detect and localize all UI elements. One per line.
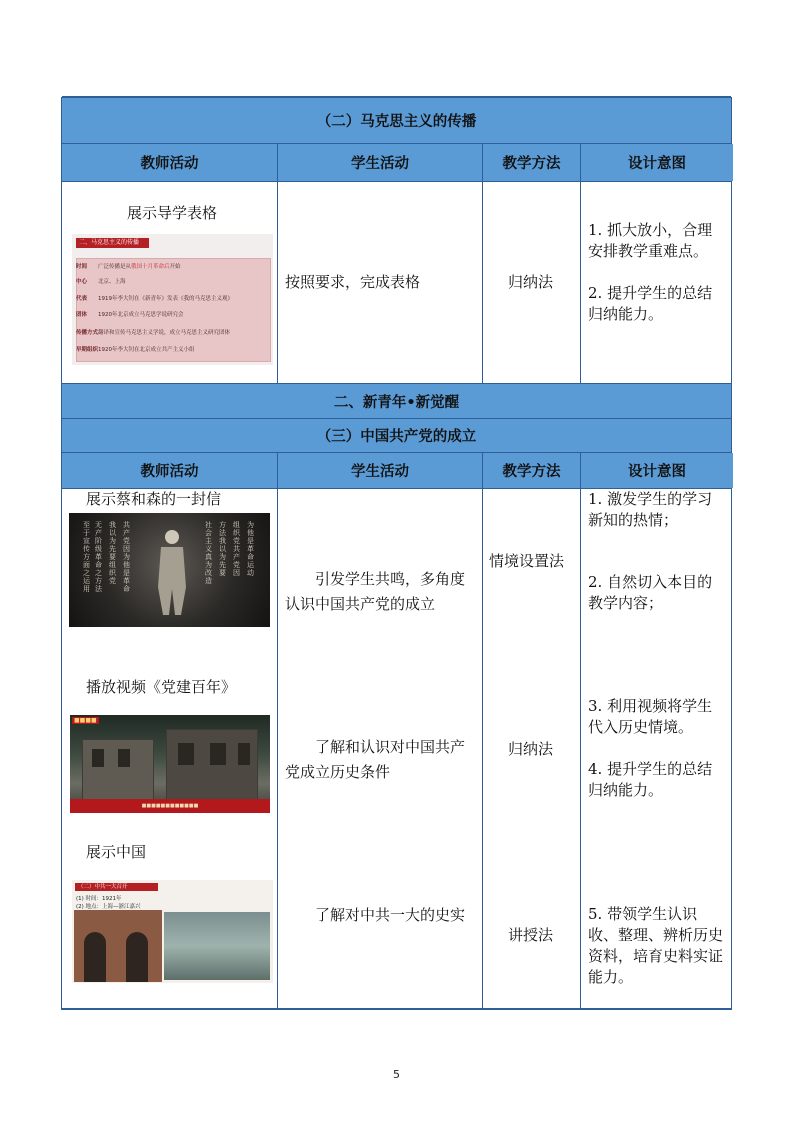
calligraphy-column: 组织党共产党因: [233, 521, 240, 577]
slide-title: （二）中共一大召开: [75, 883, 158, 891]
teacher-activity-letter: 展示蔡和森的一封信: [86, 490, 222, 508]
arched-door: [84, 932, 106, 982]
design-intent-3-2: 2. 自然切入本目的教学内容；: [588, 573, 713, 612]
grid-line: [277, 452, 278, 1010]
guide-table-slide: [72, 234, 273, 365]
section-title-cpc-founding: （三）中国共产党的成立: [62, 419, 731, 452]
arched-door: [126, 932, 148, 982]
method-induction: 归纳法: [508, 273, 554, 291]
method-situational: 情境设置法: [489, 552, 565, 570]
slide-row: 中心 北京、上海: [76, 279, 126, 285]
calligraphy-column: 为他是革命运动: [247, 521, 254, 577]
design-intent-3-4: 4. 提升学生的总结归纳能力。: [588, 760, 713, 799]
student-activity-resonance: 引发学生共鸣，多角度认识中国共产党的成立: [285, 570, 466, 613]
window: [178, 743, 194, 765]
grid-line: [277, 143, 278, 384]
header-student-activity: 学生活动: [278, 144, 482, 181]
header-design-intent-2: 设计意图: [581, 453, 733, 488]
table-top-border: [62, 96, 731, 98]
method-induction-2: 归纳法: [508, 740, 554, 758]
red-boat-painting: [164, 912, 270, 980]
slide-row: 时间 广泛传播是从俄国十月革命后开始: [76, 264, 181, 270]
slide-row: 早期组织1920年李大钊在北京成立共产主义小组: [76, 347, 195, 353]
header-teacher-activity: 教师活动: [62, 144, 277, 181]
section-title-marxism: （二）马克思主义的传播: [62, 97, 731, 143]
slide-row: 传播方式翻译和宣传马克思主义学说，成立马克思主义研究团体: [76, 330, 231, 336]
method-lecture: 讲授法: [508, 926, 554, 944]
calligraphy-column: 我以为先要组织党: [109, 521, 116, 585]
grid-line: [482, 452, 483, 1010]
grid-line: [62, 181, 731, 182]
grid-line: [62, 418, 731, 419]
slide-line: (1) 时间：1921年: [76, 896, 122, 902]
slide-title: 二、马克思主义的传播: [76, 238, 149, 248]
header-student-activity-2: 学生活动: [278, 453, 482, 488]
header-teaching-method-2: 教学方法: [483, 453, 580, 488]
teacher-activity-show-china: 展示中国: [86, 843, 147, 861]
video-caption-bar: ■■■■■■■■■■■■: [70, 799, 270, 813]
teacher-activity-guide-table: 展示导学表格: [127, 204, 218, 222]
calligraphy-column: 无产阶级革命之方法: [95, 521, 102, 593]
party-video-image: [70, 715, 270, 813]
window: [92, 749, 104, 767]
figure-silhouette: [155, 527, 189, 617]
student-activity-complete-table: 按照要求，完成表格: [285, 273, 421, 291]
window: [118, 749, 130, 767]
design-intent-3-5: 5. 带领学生认识收、整理、辨析历史资料，培育史料实证能力。: [588, 905, 724, 986]
grid-line: [62, 143, 731, 144]
design-intent-3-3: 3. 利用视频将学生代入历史情境。: [588, 697, 713, 736]
calligraphy-column: 社会主义真为改造: [205, 521, 212, 585]
calligraphy-column: 至于宣传方面之运用: [83, 521, 90, 593]
slide-row: 代表 1919年李大钊在《新青年》发表《我的马克思主义观》: [76, 296, 233, 302]
student-activity-first-congress: 了解对中共一大的史实: [315, 906, 466, 924]
grid-line: [62, 452, 731, 453]
slide-line: (2) 地点：上海—浙江嘉兴: [76, 904, 141, 910]
header-design-intent: 设计意图: [581, 144, 733, 181]
grid-line: [482, 143, 483, 384]
teacher-activity-video: 播放视频《党建百年》: [86, 678, 237, 696]
calligraphy-column: 方法我以为先要: [219, 521, 226, 577]
page-number: 5: [393, 1068, 400, 1081]
video-logo: ■■■■: [74, 717, 97, 724]
header-teacher-activity-2: 教师活动: [62, 453, 277, 488]
calligraphy-column: 共产党因为他是革命: [123, 521, 130, 593]
lesson-table: [61, 97, 732, 1010]
grid-line: [580, 143, 581, 384]
grid-line: [580, 452, 581, 1010]
design-intent-3-1: 1. 激发学生的学习新知的热情；: [588, 490, 713, 529]
slide-row: 团体 1920年北京成立马克思学说研究会: [76, 312, 184, 318]
grid-line: [62, 383, 731, 384]
design-intent-1: 1. 抓大放小，合理安排教学重难点。: [588, 221, 713, 260]
student-activity-conditions: 了解和认识对中国共产党成立历史条件: [285, 738, 466, 781]
header-teaching-method: 教学方法: [483, 144, 580, 181]
cai-hesen-letter-image: [69, 513, 270, 627]
building: [166, 729, 258, 801]
first-congress-slide: [72, 880, 273, 983]
window: [210, 743, 226, 765]
window: [238, 743, 250, 765]
congress-site-building: [74, 910, 162, 982]
design-intent-2: 2. 提升学生的总结归纳能力。: [588, 284, 713, 323]
band-new-youth: 二、新青年•新觉醒: [62, 384, 731, 418]
